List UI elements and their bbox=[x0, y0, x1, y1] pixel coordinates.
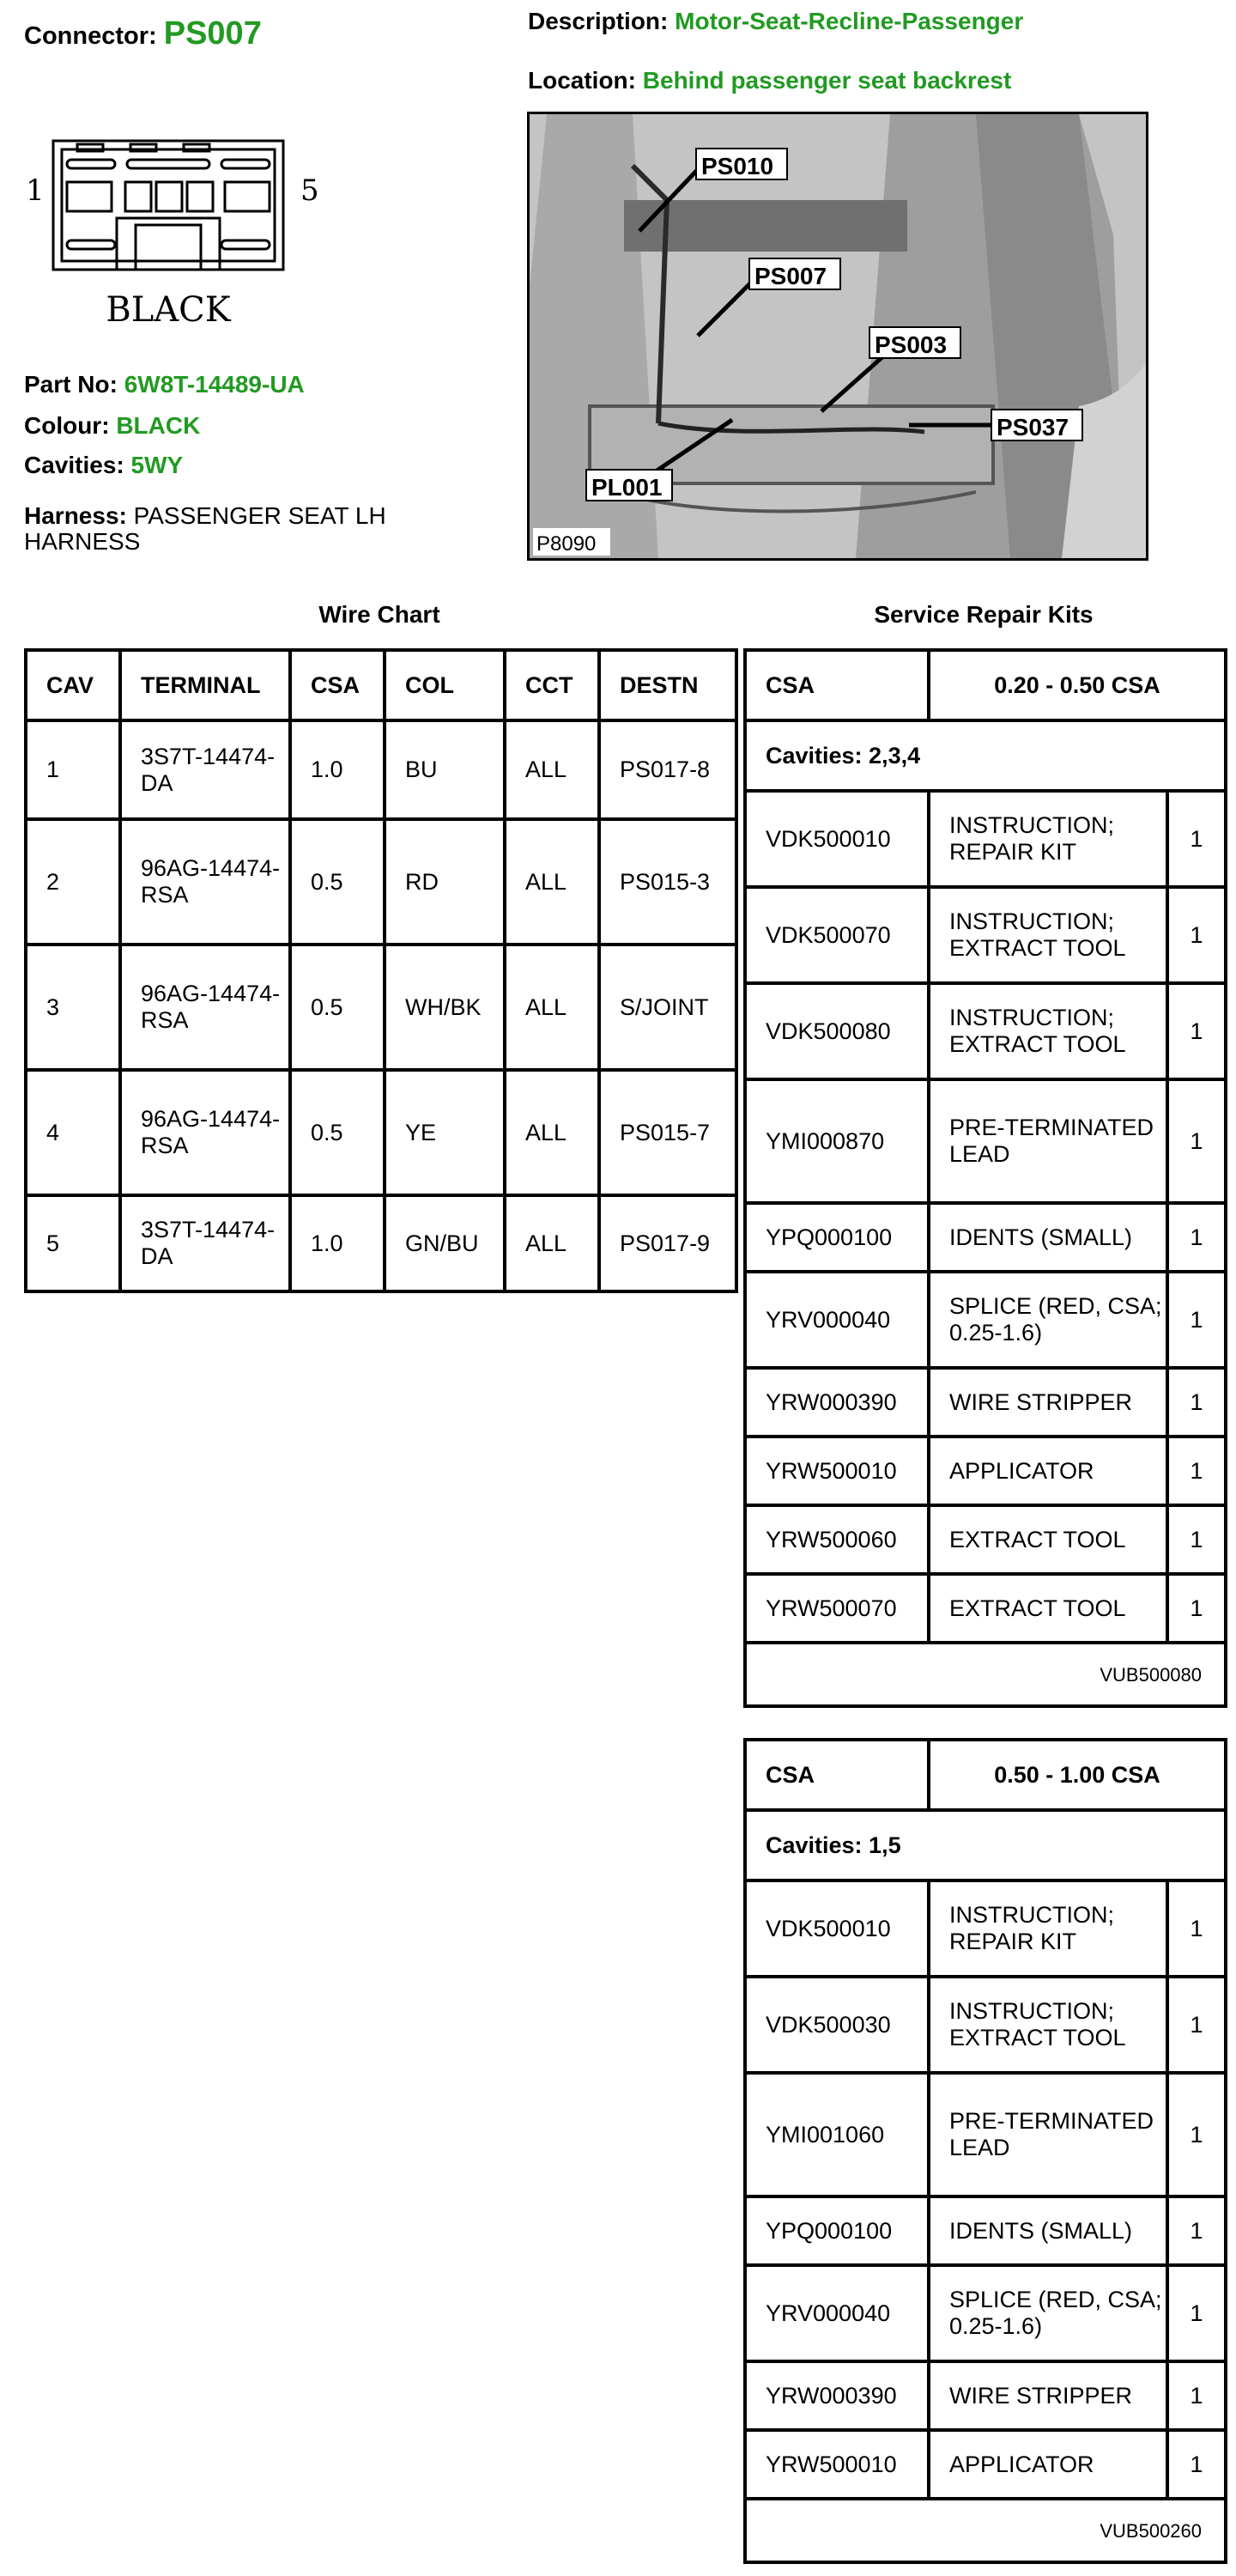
cell: GN/BU bbox=[385, 1195, 505, 1291]
cell: 3S7T-14474-DA bbox=[120, 1195, 290, 1291]
kit-part-code: YPQ000100 bbox=[745, 1203, 929, 1272]
kit-part-desc: IDENTS (SMALL) bbox=[929, 2196, 1167, 2265]
kit-part-desc: APPLICATOR bbox=[929, 2430, 1167, 2499]
description bbox=[528, 7, 1129, 35]
callout-ps003: PS003 bbox=[875, 331, 948, 358]
service-kits-title: Service Repair Kits bbox=[874, 601, 1094, 628]
table-row bbox=[26, 1070, 736, 1195]
kit-part-code: YRW500070 bbox=[745, 1574, 929, 1643]
table-row bbox=[745, 2265, 1226, 2361]
wire-chart-table bbox=[24, 648, 738, 1293]
col-header-cav: CAV bbox=[26, 650, 120, 720]
cavities-label: Cavities: bbox=[24, 452, 124, 478]
table-row bbox=[745, 1203, 1226, 1272]
callout-ps010: PS010 bbox=[701, 153, 774, 179]
kit-part-desc: IDENTS (SMALL) bbox=[929, 1203, 1167, 1272]
kit-part-desc: SPLICE (RED, CSA; 0.25-1.6) bbox=[929, 1272, 1167, 1368]
table-row bbox=[745, 1880, 1226, 1977]
table-row bbox=[745, 983, 1226, 1079]
kit-part-desc: WIRE STRIPPER bbox=[929, 2361, 1167, 2430]
kit-part-qty: 1 bbox=[1167, 1505, 1226, 1574]
kit-part-desc: EXTRACT TOOL bbox=[929, 1574, 1167, 1643]
cell: 4 bbox=[26, 1070, 120, 1195]
colour-value: BLACK bbox=[116, 412, 201, 439]
description-label: Description: bbox=[528, 8, 669, 34]
cell: 1 bbox=[26, 720, 120, 819]
kit-part-qty: 1 bbox=[1167, 887, 1226, 983]
kit-cavities-row bbox=[745, 1810, 1226, 1880]
pin-right-label: 5 bbox=[300, 173, 319, 208]
kit-csa-label: CSA bbox=[745, 1740, 929, 1810]
cell: 5 bbox=[26, 1195, 120, 1291]
cell: 0.5 bbox=[290, 819, 385, 945]
seat-photo-illustration bbox=[530, 114, 1146, 558]
location bbox=[528, 67, 1011, 94]
description-value: Motor-Seat-Recline-Passenger bbox=[675, 8, 1024, 34]
cell: 1.0 bbox=[290, 1195, 385, 1291]
cell: ALL bbox=[505, 819, 599, 945]
table-row bbox=[745, 2430, 1226, 2499]
table-row bbox=[26, 720, 736, 819]
kit-part-qty: 1 bbox=[1167, 1437, 1226, 1505]
kit-part-desc: INSTRUCTION; REPAIR KIT bbox=[929, 791, 1167, 887]
kit-part-qty: 1 bbox=[1167, 2265, 1226, 2361]
location-photo bbox=[527, 112, 1148, 561]
kit-part-qty: 1 bbox=[1167, 1272, 1226, 1368]
kit-part-qty: 1 bbox=[1167, 1880, 1226, 1977]
part-no bbox=[24, 371, 305, 398]
kit-part-desc: INSTRUCTION; EXTRACT TOOL bbox=[929, 983, 1167, 1079]
table-row bbox=[745, 791, 1226, 887]
table-row bbox=[745, 1368, 1226, 1437]
kit-footer-row bbox=[745, 2499, 1226, 2562]
harness bbox=[24, 503, 470, 555]
kit-code: VUB500080 bbox=[745, 1643, 1226, 1706]
kit-header-row bbox=[745, 1740, 1226, 1810]
kit-part-qty: 1 bbox=[1167, 791, 1226, 887]
cell: 1.0 bbox=[290, 720, 385, 819]
connector-outline bbox=[53, 141, 283, 270]
kit-part-qty: 1 bbox=[1167, 1574, 1226, 1643]
kit-part-code: YPQ000100 bbox=[745, 2196, 929, 2265]
kit-part-qty: 1 bbox=[1167, 1203, 1226, 1272]
harness-value: PASSENGER SEAT LH HARNESS bbox=[24, 502, 386, 555]
kit-part-code: YRW500060 bbox=[745, 1505, 929, 1574]
kit-part-code: YRW500010 bbox=[745, 1437, 929, 1505]
kit-part-qty: 1 bbox=[1167, 1079, 1226, 1203]
connector-label: Connector: bbox=[24, 22, 157, 50]
kit-footer-row bbox=[745, 1643, 1226, 1706]
kit-part-code: YRW000390 bbox=[745, 2361, 929, 2430]
col-header-terminal: TERMINAL bbox=[120, 650, 290, 720]
table-row bbox=[745, 2196, 1226, 2265]
kit-part-qty: 1 bbox=[1167, 2430, 1226, 2499]
cavities bbox=[24, 452, 183, 479]
cell: YE bbox=[385, 1070, 505, 1195]
col-header-csa: CSA bbox=[290, 650, 385, 720]
kit-part-qty: 1 bbox=[1167, 983, 1226, 1079]
location-value: Behind passenger seat backrest bbox=[642, 67, 1012, 94]
cell: 96AG-14474-RSA bbox=[120, 819, 290, 945]
callout-pl001: PL001 bbox=[591, 474, 663, 501]
callout-ps037: PS037 bbox=[997, 414, 1069, 440]
cell: 3 bbox=[26, 945, 120, 1070]
cell: 2 bbox=[26, 819, 120, 945]
kit-part-code: VDK500070 bbox=[745, 887, 929, 983]
cavities-value: 5WY bbox=[130, 452, 184, 478]
col-header-cct: CCT bbox=[505, 650, 599, 720]
connector-heading bbox=[24, 15, 262, 52]
connector-id: PS007 bbox=[163, 15, 262, 52]
cell: ALL bbox=[505, 1070, 599, 1195]
kit-part-desc: EXTRACT TOOL bbox=[929, 1505, 1167, 1574]
kit-part-desc: INSTRUCTION; REPAIR KIT bbox=[929, 1880, 1167, 1977]
cell: 96AG-14474-RSA bbox=[120, 1070, 290, 1195]
kit-part-code: YRV000040 bbox=[745, 2265, 929, 2361]
kit-part-desc: PRE-TERMINATED LEAD bbox=[929, 2073, 1167, 2196]
kit-csa-range: 0.20 - 0.50 CSA bbox=[929, 650, 1226, 720]
wire-chart-header-row bbox=[26, 650, 736, 720]
pin-left-label: 1 bbox=[26, 173, 45, 208]
kit-cavities: Cavities: 2,3,4 bbox=[745, 720, 1226, 791]
cell: 96AG-14474-RSA bbox=[120, 945, 290, 1070]
table-row bbox=[745, 2361, 1226, 2430]
kit-part-code: YRW000390 bbox=[745, 1368, 929, 1437]
kit-part-code: YMI001060 bbox=[745, 2073, 929, 2196]
kit-part-qty: 1 bbox=[1167, 1977, 1226, 2073]
kit-part-desc: APPLICATOR bbox=[929, 1437, 1167, 1505]
table-row bbox=[745, 1437, 1226, 1505]
table-row bbox=[745, 1272, 1226, 1368]
cell: 0.5 bbox=[290, 1070, 385, 1195]
col-header-destn: DESTN bbox=[599, 650, 736, 720]
table-row bbox=[745, 887, 1226, 983]
cell: PS017-9 bbox=[599, 1195, 736, 1291]
cell: S/JOINT bbox=[599, 945, 736, 1070]
cell: 0.5 bbox=[290, 945, 385, 1070]
kit-part-code: YRW500010 bbox=[745, 2430, 929, 2499]
kit-code: VUB500260 bbox=[745, 2499, 1226, 2562]
photo-ref: P8090 bbox=[536, 532, 597, 556]
wire-chart-title: Wire Chart bbox=[318, 601, 440, 628]
cell: PS015-7 bbox=[599, 1070, 736, 1195]
cell: ALL bbox=[505, 1195, 599, 1291]
kit-header-row bbox=[745, 650, 1226, 720]
table-row bbox=[26, 1195, 736, 1291]
harness-label: Harness: bbox=[24, 502, 127, 529]
kit-csa-range: 0.50 - 1.00 CSA bbox=[929, 1740, 1226, 1810]
location-label: Location: bbox=[528, 67, 636, 94]
kit-part-code: VDK500010 bbox=[745, 1880, 929, 1977]
kit-part-code: VDK500030 bbox=[745, 1977, 929, 2073]
cell: PS017-8 bbox=[599, 720, 736, 819]
table-row bbox=[745, 1079, 1226, 1203]
kit-part-code: YRV000040 bbox=[745, 1272, 929, 1368]
table-row bbox=[745, 2073, 1226, 2196]
part-no-label: Part No: bbox=[24, 371, 118, 398]
kit-part-code: YMI000870 bbox=[745, 1079, 929, 1203]
kit-part-desc: PRE-TERMINATED LEAD bbox=[929, 1079, 1167, 1203]
col-header-col: COL bbox=[385, 650, 505, 720]
table-row bbox=[745, 1574, 1226, 1643]
connector-color-text: BLACK bbox=[106, 290, 231, 330]
cell: PS015-3 bbox=[599, 819, 736, 945]
cell: ALL bbox=[505, 720, 599, 819]
table-row bbox=[26, 945, 736, 1070]
kit-cavities-row bbox=[745, 720, 1226, 791]
kit-cavities: Cavities: 1,5 bbox=[745, 1810, 1226, 1880]
table-row bbox=[745, 1505, 1226, 1574]
kit-part-desc: INSTRUCTION; EXTRACT TOOL bbox=[929, 1977, 1167, 2073]
cell: BU bbox=[385, 720, 505, 819]
kit-part-qty: 1 bbox=[1167, 2196, 1226, 2265]
connector-face-diagram bbox=[17, 129, 378, 343]
kit-part-qty: 1 bbox=[1167, 1368, 1226, 1437]
kit-part-qty: 1 bbox=[1167, 2361, 1226, 2430]
kit-part-desc: WIRE STRIPPER bbox=[929, 1368, 1167, 1437]
kit-csa-label: CSA bbox=[745, 650, 929, 720]
part-no-value: 6W8T-14489-UA bbox=[124, 371, 305, 398]
table-row bbox=[26, 819, 736, 945]
cell: ALL bbox=[505, 945, 599, 1070]
cell: 3S7T-14474-DA bbox=[120, 720, 290, 819]
cell: WH/BK bbox=[385, 945, 505, 1070]
kit-part-qty: 1 bbox=[1167, 2073, 1226, 2196]
table-row bbox=[745, 1977, 1226, 2073]
colour bbox=[24, 412, 200, 440]
kit-part-desc: INSTRUCTION; EXTRACT TOOL bbox=[929, 887, 1167, 983]
callout-ps007: PS007 bbox=[754, 263, 827, 289]
kit-part-desc: SPLICE (RED, CSA; 0.25-1.6) bbox=[929, 2265, 1167, 2361]
kit-part-code: VDK500010 bbox=[745, 791, 929, 887]
repair-kit-table-2 bbox=[743, 1738, 1227, 2564]
repair-kit-table-1 bbox=[743, 648, 1227, 1708]
colour-label: Colour: bbox=[24, 412, 110, 439]
cell: RD bbox=[385, 819, 505, 945]
kit-part-code: VDK500080 bbox=[745, 983, 929, 1079]
